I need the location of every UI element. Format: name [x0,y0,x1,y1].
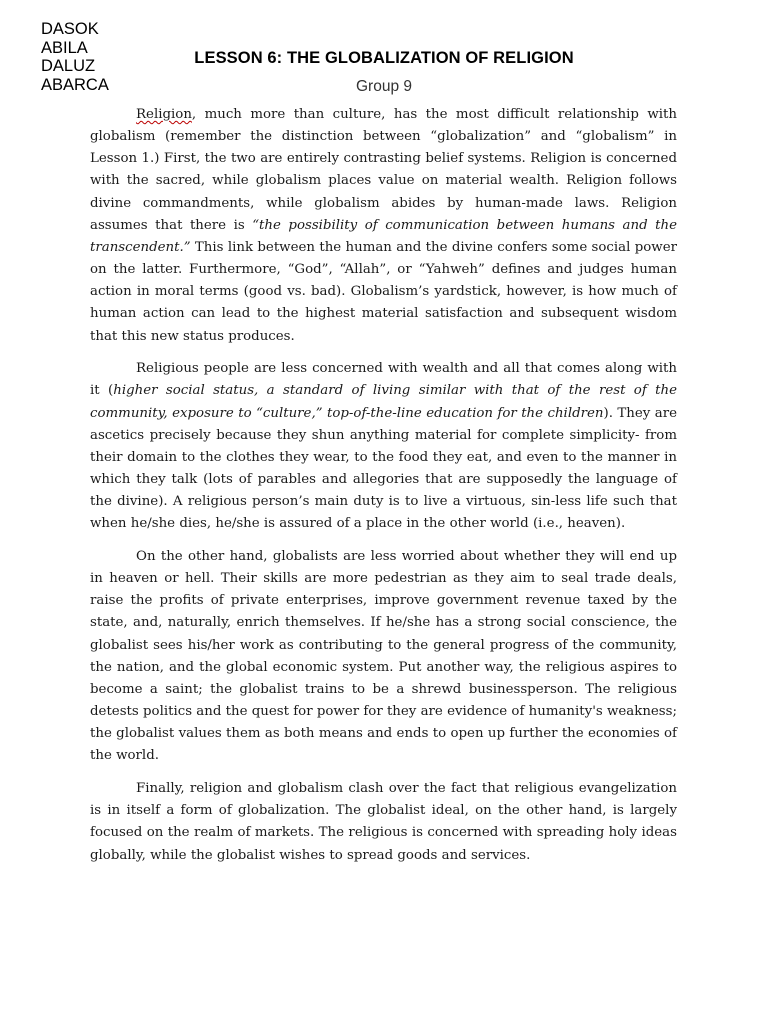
author-name: DALUZ [41,57,96,75]
paragraph-3: On the other hand, globalists are less worried about whether they will end up in heaven or hell. Their skills are more pedestrian as they aim to seal trade deals, raise the profits of private enterprises, improve government revenue taxed by the state, and, naturally, enrich themselves. If he/she has a strong social conscience, the globalist sees his/her work as contributing to the general progress of the community, the nation, and the global economic system. Put another way, the religious aspires to become a saint; the globalist trains to be a shrewd businessperson. The religious detests politics and the quest for power for they are evidence of humanity's weakness; the globalist values them as both means and ends to open up further the economies of the world. [90,548,677,764]
group-label [0,75,768,96]
page-title-text: LESSON 6: THE GLOBALIZATION OF RELIGION [194,49,574,67]
author-name: ABARCA [41,75,109,94]
italic-list: higher social status, a standard of living similar with that of the rest of the community, exposure to “culture,” top-of-the-line education for the children [90,383,677,421]
author-name: ABILA [41,38,88,57]
paragraph-4: Finally, religion and globalism clash over the fact that religious evangelization is in itself a form of globalization. The globalist ideal, on the other hand, is largely focused on the realm of markets. The religious is concerned with spreading holy ideas globally, while the globalist wishes to spread goods and services. [90,781,677,863]
page-title [0,49,768,68]
paragraph-text: , much more than culture, has the most difficult relationship with globalism (remember the distinction between “globalization” and “globalism” in Lesson 1.) First, the two are entirely contrasting belief systems. Religion is concerned with the sacred, while globalism places value on material wealth. Religion follows divine commandments, while globalism abides by human-made laws. Religion assumes that there is [90,107,677,233]
quoted-definition: “the possibility of communication between humans and the transcendent.” [90,217,677,255]
paragraph-1 [90,104,677,348]
paragraph-2 [90,358,677,535]
author-name: DASOK [41,20,99,38]
paragraph-text: This link between the human and the divine confers some social power on the latter. Furthermore, “God”, “Allah”, or “Yahweh” defines and judges human action in moral terms (good vs. bad). Globalism’s yardstick, however, is how much of human action can lead to the highest material satisfaction and subsequent wisdom that this new status produces. [90,239,677,344]
group-label-text: Group 9 [355,78,412,95]
paragraph-text: ). They are ascetics precisely because they shun anything material for complete simplicity- from their domain to the clothes they wear, to the food they eat, and even to the manner in which they talk (lots of parables and allegories that are supposedly the language of the divine). A religious person’s main duty is to live a virtuous, sin-less life such that when he/she dies, he/she is assured of a place in the other world (i.e., heaven). [90,405,677,532]
document-body [90,104,677,877]
paragraph-text: Religious people are less concerned with wealth and all that comes along with it ( [90,361,677,399]
lead-word: Religion [136,107,192,122]
